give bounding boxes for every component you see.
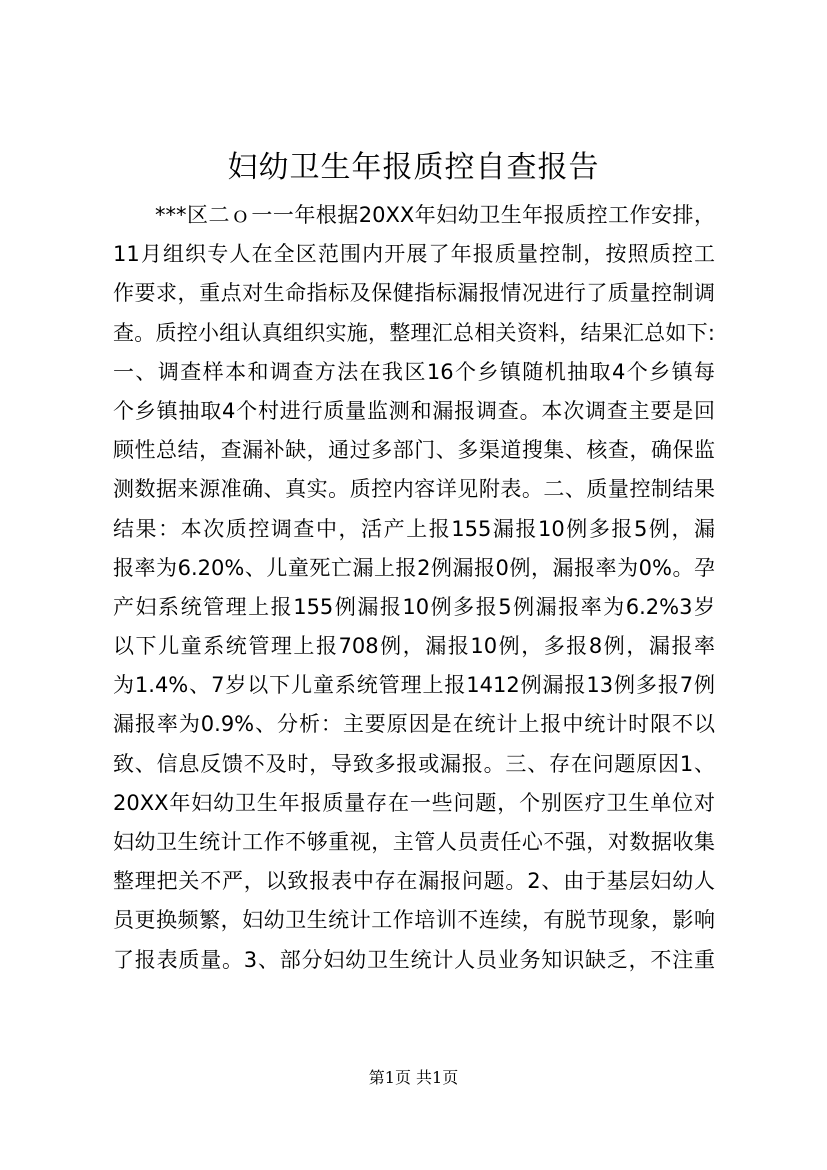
- body-line: 顾性总结，查漏补缺，通过多部门、多渠道搜集、核查，确保监: [113, 438, 715, 463]
- body-line: 员更换频繁，妇幼卫生统计工作培训不连续，有脱节现象，影响: [113, 908, 715, 933]
- body-line: 漏报率为0.9%、分析：主要原因是在统计上报中统计时限不以: [113, 712, 715, 737]
- body-line: 个乡镇抽取4个村进行质量监测和漏报调查。本次调查主要是回: [113, 398, 715, 423]
- body-line: ***区二ｏ一一年根据20XX年妇幼卫生年报质控工作安排，: [155, 203, 715, 227]
- body-line: 作要求，重点对生命指标及保健指标漏报情况进行了质量控制调: [113, 281, 715, 306]
- body-line: 致、信息反馈不及时，导致多报或漏报。三、存在问题原因1、: [113, 751, 715, 776]
- body-line: 11月组织专人在全区范围内开展了年报质量控制，按照质控工: [113, 242, 715, 267]
- body-line: 20XX年妇幼卫生年报质量存在一些问题，个别医疗卫生单位对: [113, 790, 715, 815]
- body-line: 以下儿童系统管理上报708例，漏报10例，多报8例，漏报率: [113, 634, 715, 659]
- body-line: 整理把关不严，以致报表中存在漏报问题。2、由于基层妇幼人: [113, 869, 715, 894]
- body-line: 报率为6.20%、儿童死亡漏上报2例漏报0例，漏报率为0%。孕: [113, 555, 715, 580]
- body-line: 了报表质量。3、部分妇幼卫生统计人员业务知识缺乏，不注重: [113, 947, 715, 972]
- body-line: 妇幼卫生统计工作不够重视，主管人员责任心不强，对数据收集: [113, 830, 715, 854]
- body-line: 为1.4%、7岁以下儿童系统管理上报1412例漏报13例多报7例: [113, 673, 715, 698]
- body-line: 查。质控小组认真组织实施，整理汇总相关资料，结果汇总如下:: [113, 320, 715, 345]
- document-title: 妇幼卫生年报质控自查报告: [227, 150, 600, 185]
- page-footer: 第1页 共1页: [368, 1068, 459, 1087]
- body-line: 测数据来源准确、真实。质控内容详见附表。二、质量控制结果: [113, 477, 715, 502]
- body-line: 一、调查样本和调查方法在我区16个乡镇随机抽取4个乡镇每: [113, 359, 715, 384]
- body-line: 结果：本次质控调查中，活产上报155漏报10例多报5例，漏: [113, 516, 715, 541]
- document-body: [113, 196, 715, 980]
- body-line: 产妇系统管理上报155例漏报10例多报5例漏报率为6.2%3岁: [113, 594, 715, 619]
